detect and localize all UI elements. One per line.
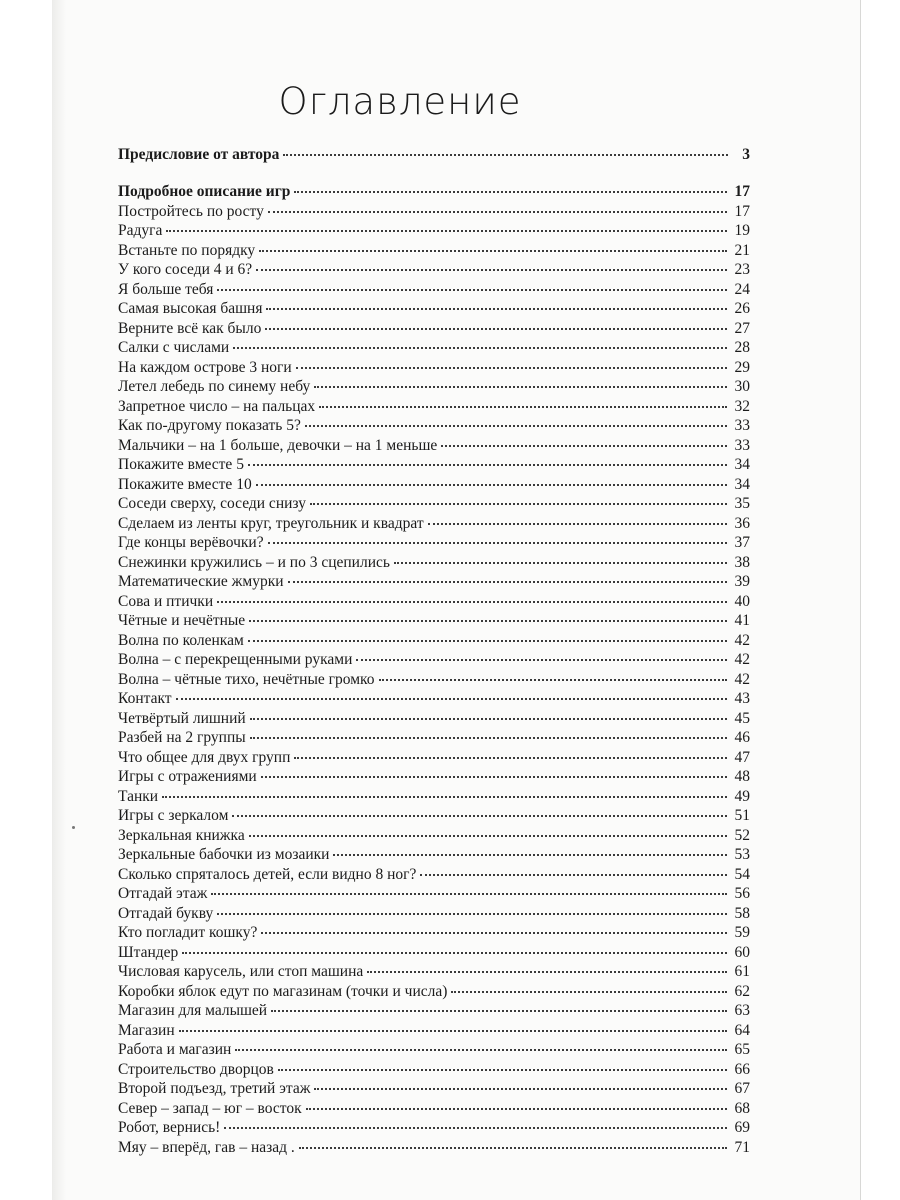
toc-row	[118, 216, 750, 239]
toc-page-number: 67	[734, 1080, 750, 1097]
dot-leader	[248, 625, 727, 645]
dot-leader	[217, 274, 726, 294]
page-title: Оглавление	[278, 80, 522, 123]
toc-page-number: 48	[734, 768, 750, 785]
toc-page-number: 32	[734, 397, 750, 415]
toc-page-number: 46	[734, 729, 750, 746]
page-speck	[72, 826, 75, 829]
dot-leader	[233, 333, 726, 353]
toc-row	[118, 957, 750, 980]
dot-leader	[333, 840, 726, 860]
toc-entry-title: Кто погладит кошку?	[118, 924, 258, 941]
dot-leader	[261, 918, 726, 938]
dot-leader	[288, 567, 727, 587]
dot-leader	[294, 742, 726, 762]
toc-row	[118, 937, 750, 961]
toc-page-number: 39	[734, 573, 750, 590]
toc-entry-title: Робот, вернись!	[118, 1119, 221, 1136]
toc-entry-title: Отгадай этаж	[118, 885, 208, 902]
toc-page-number: 24	[734, 280, 750, 298]
toc-entry-title: Строительство дворцов	[118, 1060, 274, 1078]
toc-entry-title: Сделаем из ленты круг, треугольник и квадрат	[118, 514, 424, 532]
toc-entry-title: Покажите вместе 5	[118, 456, 244, 473]
toc-entry-title: Радуга	[118, 222, 163, 239]
toc-page-number: 61	[734, 963, 750, 980]
page-fold-shadow	[52, 0, 66, 1200]
toc-row	[118, 879, 750, 902]
toc-entry-title: Сова и птички	[118, 592, 214, 610]
dot-leader	[266, 294, 726, 314]
toc-entry-title: Встаньте по порядку	[118, 241, 256, 259]
toc-entry-title: Самая высокая башня	[118, 300, 263, 317]
dot-leader	[305, 411, 727, 431]
dot-leader	[179, 1015, 727, 1035]
toc-page-number: 30	[734, 378, 750, 395]
dot-leader	[250, 723, 727, 743]
dot-leader	[249, 606, 726, 626]
toc-page-number: 28	[734, 339, 750, 356]
toc-entry-title: Север – запад – юг – восток	[118, 1099, 302, 1117]
toc-entry-title: Штандер	[118, 943, 179, 961]
toc-page-number: 68	[734, 1099, 750, 1117]
toc-page-number: 69	[734, 1119, 750, 1136]
toc-entry-title: Постройтесь по росту	[118, 202, 264, 220]
dot-leader	[319, 391, 726, 411]
toc-page-number: 35	[734, 495, 750, 512]
toc-entry-title: Числовая карусель, или стоп машина	[118, 963, 364, 980]
toc-page-number: 21	[734, 241, 750, 259]
dot-leader	[250, 703, 727, 723]
toc-page-number: 34	[734, 456, 750, 473]
toc-entry-title: Четвёртый лишний	[118, 709, 246, 727]
dot-leader	[162, 781, 726, 801]
dot-leader	[224, 1113, 726, 1133]
dot-leader	[249, 820, 727, 840]
dot-leader	[261, 762, 727, 782]
dot-leader	[294, 177, 726, 197]
dot-leader	[259, 235, 726, 255]
toc-entry-title: Игры с зеркалом	[118, 807, 229, 824]
toc-row	[118, 801, 750, 824]
toc-page-number: 64	[734, 1021, 750, 1039]
dot-leader	[182, 937, 726, 957]
toc-entry-title: У кого соседи 4 и 6?	[118, 261, 253, 278]
toc-entry-title: Контакт	[118, 690, 172, 707]
toc-row	[118, 1015, 750, 1039]
toc-page-number: 23	[734, 261, 750, 278]
toc-entry-title: Волна – чётные тихо, нечётные громко	[118, 670, 375, 688]
toc-entry-title: Соседи сверху, соседи снизу	[118, 495, 306, 512]
dot-leader	[256, 469, 727, 489]
toc-entry-title: Математические жмурки	[118, 573, 284, 590]
toc-page-number: 45	[734, 709, 750, 727]
toc-entry-title: Игры с отражениями	[118, 768, 257, 785]
toc-page-number: 40	[734, 592, 750, 610]
toc-entry-title: Магазин для малышей	[118, 1002, 268, 1019]
dot-leader	[394, 547, 727, 567]
toc-entry-title: Зеркальные бабочки из мозаики	[118, 846, 330, 863]
toc-page-number: 38	[734, 553, 750, 571]
dot-leader	[166, 216, 726, 236]
toc-entry-title: Разбей на 2 группы	[118, 729, 246, 746]
toc-page-number: 33	[734, 417, 750, 434]
toc-page-number: 60	[734, 943, 750, 961]
toc-entry-title: Зеркальная книжка	[118, 826, 245, 844]
toc-entry-title: Мяу – вперёд, гав – назад .	[118, 1138, 295, 1156]
toc-page-number: 65	[734, 1041, 750, 1058]
dot-leader	[265, 313, 726, 333]
dot-leader	[248, 450, 727, 470]
toc-row-section	[118, 177, 750, 200]
dot-leader	[306, 1093, 727, 1113]
toc-entry-title: Коробки яблок едут по магазинам (точки и числа)	[118, 982, 448, 1000]
dot-leader	[283, 139, 728, 159]
toc-page-number: 51	[734, 807, 750, 824]
dot-leader	[314, 1074, 726, 1094]
toc-page-number: 29	[734, 358, 750, 376]
toc-entry-title: Чётные и нечётные	[118, 612, 246, 629]
toc-page-number: 63	[734, 1002, 750, 1019]
toc-row-preface	[118, 139, 750, 163]
toc-page-number: 36	[734, 514, 750, 532]
toc-entry-title: Снежинки кружились – и по 3 сцепились	[118, 553, 390, 571]
dot-leader	[314, 372, 726, 392]
toc-entry-title: Я больше тебя	[118, 280, 214, 298]
toc-row	[118, 684, 750, 707]
toc-page-number: 41	[734, 612, 750, 629]
dot-leader	[271, 996, 726, 1016]
table-of-contents	[118, 139, 750, 1156]
dot-leader	[235, 1035, 726, 1055]
toc-entry-title: Салки с числами	[118, 339, 230, 356]
toc-page-number: 58	[734, 904, 750, 922]
toc-row	[118, 898, 750, 922]
toc-entry-title: Танки	[118, 787, 159, 805]
dot-leader	[299, 1132, 727, 1152]
dot-leader	[278, 1054, 727, 1074]
toc-page-number: 66	[734, 1060, 750, 1078]
toc-page-number: 37	[734, 534, 750, 551]
dot-leader	[256, 255, 726, 275]
toc-page-number: 62	[734, 982, 750, 1000]
toc-entry-title: Мальчики – на 1 больше, девочки – на 1 меньше	[118, 436, 438, 454]
toc-page-number: 49	[734, 787, 750, 805]
toc-entry-title: Предисловие от автора	[118, 145, 280, 163]
toc-entry-title: Летел лебедь по синему небу	[118, 378, 311, 395]
toc-page-number: 52	[734, 826, 750, 844]
toc-entry-title: Что общее для двух групп	[118, 748, 291, 766]
dot-leader	[268, 528, 727, 548]
toc-page-number: 71	[734, 1138, 750, 1156]
dot-leader	[268, 196, 727, 216]
toc-page-number: 59	[734, 924, 750, 941]
toc-entry-list	[118, 196, 750, 1156]
dot-leader	[211, 879, 726, 899]
toc-row	[118, 235, 750, 259]
toc-row	[118, 781, 750, 805]
toc-page-number: 34	[734, 475, 750, 493]
dot-leader	[356, 645, 726, 665]
dot-leader	[420, 859, 726, 879]
toc-page-number: 27	[734, 319, 750, 337]
dot-leader	[451, 976, 726, 996]
dot-leader	[176, 684, 727, 704]
toc-page-number: 43	[734, 690, 750, 707]
toc-entry-title: Покажите вместе 10	[118, 475, 252, 493]
toc-page-number: 47	[734, 748, 750, 766]
toc-entry-title: Магазин	[118, 1021, 175, 1039]
toc-page-number: 17	[734, 202, 750, 220]
dot-leader	[379, 664, 727, 684]
toc-entry-title: Как по-другому показать 5?	[118, 417, 301, 434]
toc-page-number: 54	[734, 865, 750, 883]
toc-entry-title: Волна по коленкам	[118, 631, 244, 649]
toc-page-number: 19	[734, 222, 750, 239]
dot-leader	[217, 586, 726, 606]
dot-leader	[310, 489, 727, 509]
dot-leader	[296, 352, 727, 372]
toc-entry-title: Верните всё как было	[118, 319, 262, 337]
toc-entry-title: Запретное число – на пальцах	[118, 397, 316, 415]
toc-row	[118, 703, 750, 727]
toc-page-number: 42	[734, 631, 750, 649]
toc-page-number: 53	[734, 846, 750, 863]
dot-leader	[232, 801, 726, 821]
toc-page-number: 17	[734, 183, 750, 200]
toc-entry-title: Где концы верёвочки?	[118, 534, 264, 551]
dot-leader	[367, 957, 726, 977]
dot-leader	[217, 898, 726, 918]
toc-entry-title: Подробное описание игр	[118, 183, 291, 200]
toc-page-number: 42	[734, 670, 750, 688]
dot-leader	[441, 430, 726, 450]
toc-entry-title: Сколько спряталось детей, если видно 8 ног?	[118, 865, 417, 883]
toc-entry-title: Работа и магазин	[118, 1041, 232, 1058]
toc-entry-title: Волна – с перекрещенными руками	[118, 651, 353, 668]
toc-page-number: 56	[734, 885, 750, 902]
toc-page-number: 33	[734, 436, 750, 454]
toc-entry-title: На каждом острове 3 ноги	[118, 358, 292, 376]
toc-page-number: 3	[742, 145, 750, 163]
toc-row	[118, 1035, 750, 1058]
toc-entry-title: Отгадай букву	[118, 904, 214, 922]
dot-leader	[428, 508, 727, 528]
toc-entry-title: Второй подъезд, третий этаж	[118, 1080, 311, 1097]
toc-page-number: 42	[734, 651, 750, 668]
toc-page-number: 26	[734, 300, 750, 317]
